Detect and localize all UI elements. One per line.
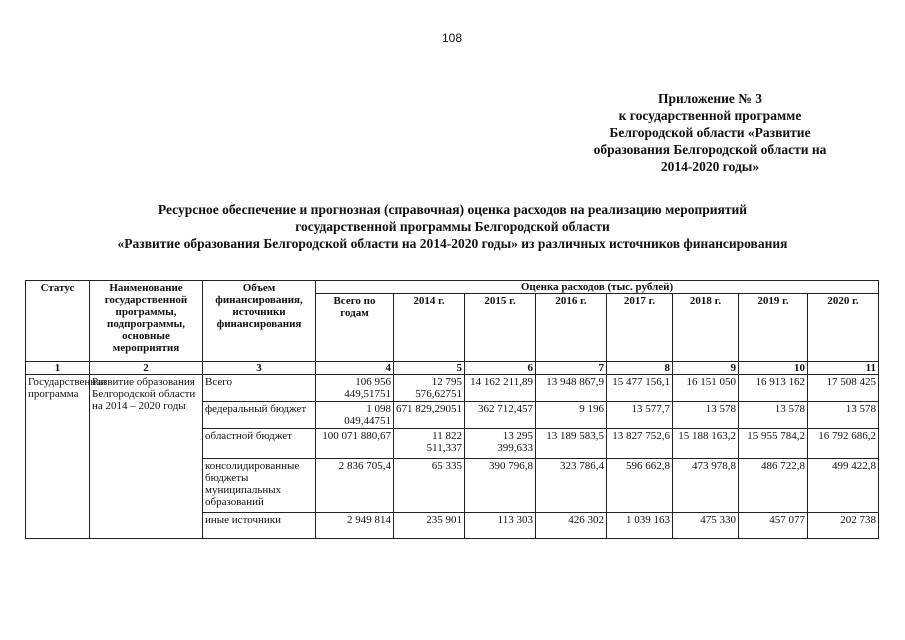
value-cell: 113 303 <box>465 513 536 539</box>
column-number: 9 <box>673 362 739 375</box>
value-cell: 13 827 752,6 <box>607 429 673 459</box>
header-year: 2017 г. <box>607 294 673 362</box>
appendix-heading <box>560 90 860 175</box>
column-number: 7 <box>536 362 607 375</box>
value-cell: 106 956 449,51751 <box>316 375 394 402</box>
value-cell: 486 722,8 <box>739 459 808 513</box>
document-title-line: «Развитие образования Белгородской области на 2014-2020 годы» из различных источников финансирования <box>117 236 788 251</box>
column-number: 4 <box>316 362 394 375</box>
column-number: 8 <box>607 362 673 375</box>
value-cell: 235 901 <box>394 513 465 539</box>
appendix-line: образования Белгородской области на <box>593 142 827 157</box>
value-cell: 17 508 425 <box>808 375 879 402</box>
header-row <box>26 281 879 294</box>
value-cell: 13 948 867,9 <box>536 375 607 402</box>
value-cell: 16 151 050 <box>673 375 739 402</box>
value-cell: 13 189 583,5 <box>536 429 607 459</box>
value-cell: 596 662,8 <box>607 459 673 513</box>
value-cell: 323 786,4 <box>536 459 607 513</box>
appendix-line: Белгородской области «Развитие <box>609 125 811 140</box>
program-name-cell: Развитие образования Белгородской области на 2014 – 2020 годы <box>90 375 203 539</box>
value-cell: 13 578 <box>673 402 739 429</box>
header-year: 2015 г. <box>465 294 536 362</box>
status-cell: Государственная программа <box>26 375 90 539</box>
value-cell: 390 796,8 <box>465 459 536 513</box>
value-cell: 15 955 784,2 <box>739 429 808 459</box>
source-cell: иные источники <box>203 513 316 539</box>
value-cell: 13 578 <box>739 402 808 429</box>
value-cell: 16 913 162 <box>739 375 808 402</box>
appendix-line: 2014-2020 годы» <box>660 159 760 174</box>
column-number: 2 <box>90 362 203 375</box>
budget-table <box>25 280 879 539</box>
value-cell: 65 335 <box>394 459 465 513</box>
header-volume: Объем финансирования, источники финансирования <box>203 281 316 362</box>
document-title-line: государственной программы Белгородской области <box>295 219 610 234</box>
header-year: 2018 г. <box>673 294 739 362</box>
value-cell: 362 712,457 <box>465 402 536 429</box>
source-cell: Всего <box>203 375 316 402</box>
header-year: 2014 г. <box>394 294 465 362</box>
value-cell: 12 795 576,62751 <box>394 375 465 402</box>
source-cell: областной бюджет <box>203 429 316 459</box>
value-cell: 475 330 <box>673 513 739 539</box>
source-cell: консолидированные бюджеты муниципальных образований <box>203 459 316 513</box>
value-cell: 1 098 049,44751 <box>316 402 394 429</box>
header-name: Наименование государственной программы, подпрограммы, основные мероприятия <box>90 281 203 362</box>
value-cell: 9 196 <box>536 402 607 429</box>
value-cell: 16 792 686,2 <box>808 429 879 459</box>
value-cell: 2 836 705,4 <box>316 459 394 513</box>
value-cell: 15 477 156,1 <box>607 375 673 402</box>
document-title <box>40 201 865 252</box>
header-year: 2016 г. <box>536 294 607 362</box>
header-year-total: Всего по годам <box>316 294 394 362</box>
value-cell: 457 077 <box>739 513 808 539</box>
column-numbers-row <box>26 362 879 375</box>
value-cell: 499 422,8 <box>808 459 879 513</box>
value-cell: 13 577,7 <box>607 402 673 429</box>
header-estimate: Оценка расходов (тыс. рублей) <box>316 281 879 294</box>
appendix-line: Приложение № 3 <box>658 91 762 106</box>
value-cell: 473 978,8 <box>673 459 739 513</box>
appendix-line: к государственной программе <box>618 108 802 123</box>
table-row-total <box>26 375 879 402</box>
column-number: 6 <box>465 362 536 375</box>
header-year: 2019 г. <box>739 294 808 362</box>
value-cell: 100 071 880,67 <box>316 429 394 459</box>
column-number: 1 <box>26 362 90 375</box>
value-cell: 2 949 814 <box>316 513 394 539</box>
value-cell: 14 162 211,89 <box>465 375 536 402</box>
column-number: 10 <box>739 362 808 375</box>
document-title-line: Ресурсное обеспечение и прогнозная (справочная) оценка расходов на реализацию мероприятий <box>157 202 748 217</box>
column-number: 3 <box>203 362 316 375</box>
header-status: Статус <box>26 281 90 362</box>
value-cell: 11 822 511,337 <box>394 429 465 459</box>
source-cell: федеральный бюджет <box>203 402 316 429</box>
value-cell: 13 578 <box>808 402 879 429</box>
value-cell: 1 039 163 <box>607 513 673 539</box>
value-cell: 202 738 <box>808 513 879 539</box>
column-number: 5 <box>394 362 465 375</box>
header-year: 2020 г. <box>808 294 879 362</box>
value-cell: 426 302 <box>536 513 607 539</box>
page-number: 108 <box>441 31 463 45</box>
value-cell: 15 188 163,2 <box>673 429 739 459</box>
column-number: 11 <box>808 362 879 375</box>
value-cell: 671 829,29051 <box>394 402 465 429</box>
value-cell: 13 295 399,633 <box>465 429 536 459</box>
